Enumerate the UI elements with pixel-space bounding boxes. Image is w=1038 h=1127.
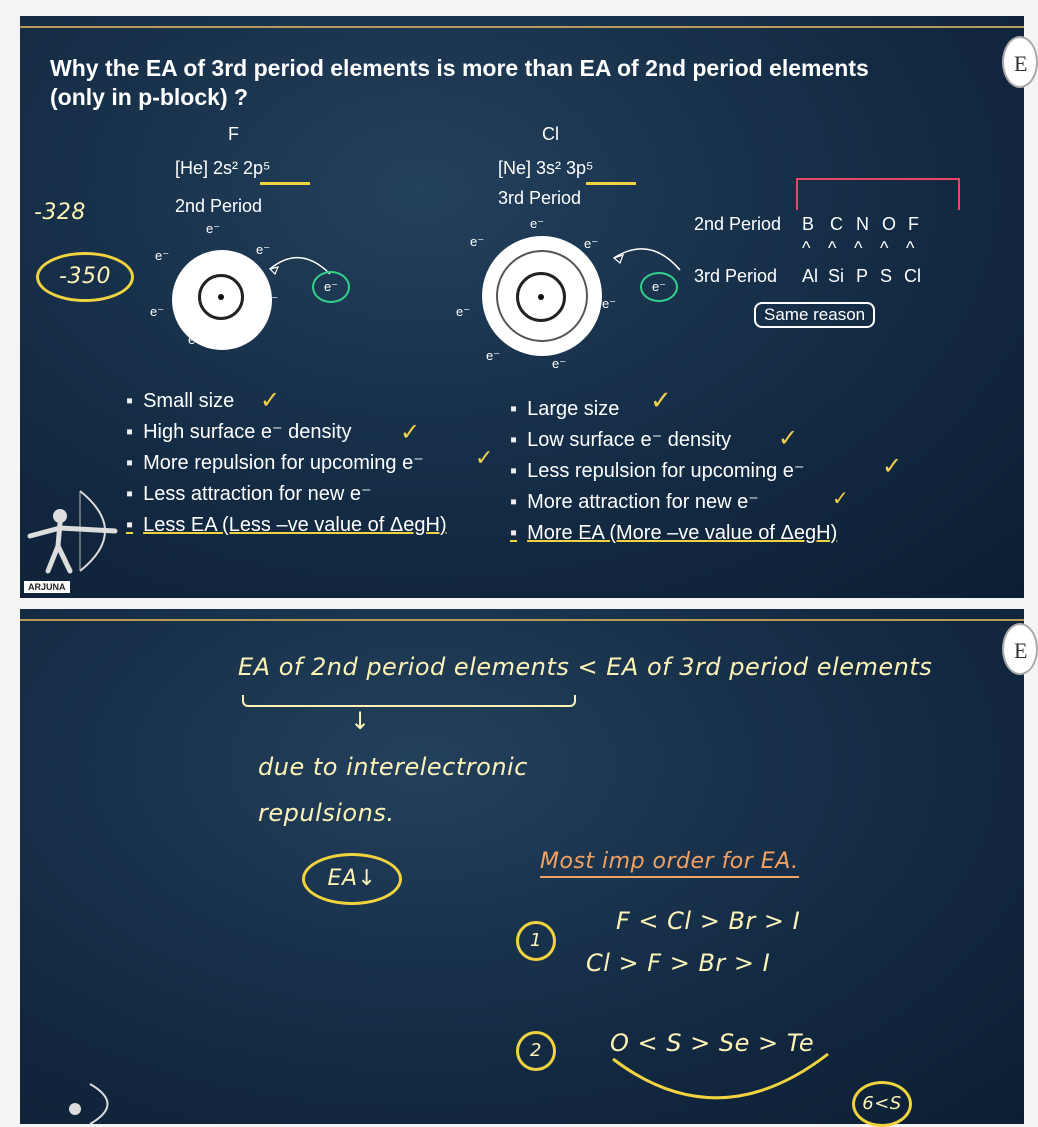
top-rule [20, 26, 1024, 28]
right-bullet-2: ▪ Low surface e⁻ density [510, 425, 930, 456]
item-1-number: 1 [516, 921, 556, 961]
tick-mark-icon: ✓ [778, 424, 799, 452]
curved-link [608, 1049, 838, 1111]
arrow-1: ^ [802, 238, 811, 258]
slide-2 [20, 609, 1028, 1124]
right-bullet-5: ▪ More EA (More –ve value of ΔegH) [510, 518, 930, 549]
down-arrow: ↓ [350, 707, 371, 735]
tick-mark-icon: ✓ [475, 446, 494, 471]
arrow-2: ^ [828, 238, 837, 258]
same-reason-box: Same reason [754, 302, 875, 328]
arjuna-logo-text: ARJUNA [24, 581, 70, 593]
incoming-arrow-right [600, 230, 690, 280]
row1-el-5: F [908, 214, 919, 234]
row2-el-4: S [880, 266, 893, 286]
electron-cl-6: e⁻ [486, 348, 501, 363]
right-bullet-1: ▪ Large size [510, 394, 930, 425]
row2-el-5: Cl [904, 266, 921, 286]
corner-note: 6<S [852, 1081, 912, 1127]
row2-el-1: Al [802, 266, 819, 286]
side-badge: E [1002, 36, 1038, 88]
left-bullet-2: ▪ High surface e⁻ density [126, 417, 506, 448]
ea-decrease-note: EA↓ [302, 853, 402, 905]
tick-mark-icon: ✓ [260, 386, 281, 414]
electron-cl-1: e⁻ [530, 216, 545, 231]
handwritten-value-2: -350 [36, 252, 134, 302]
electron-cl-5: e⁻ [602, 296, 617, 311]
fluorine-period: 2nd Period [175, 196, 263, 216]
electron-2: e⁻ [256, 242, 271, 257]
nucleus-dot-cl [538, 294, 544, 300]
slide-1 [20, 16, 1028, 598]
handwritten-value-1: -328 [34, 200, 86, 225]
row2-el-3: P [856, 266, 869, 286]
headline-brace [242, 695, 576, 707]
item-1-line-2: Cl > F > Br > I [586, 949, 771, 977]
fluorine-config: [He] 2s² 2p⁵ [175, 158, 271, 178]
nucleus-dot [218, 294, 224, 300]
handwritten-headline: EA of 2nd period elements < EA of 3rd period elements [238, 653, 933, 681]
fluorine-symbol: F [228, 124, 239, 144]
electron-cl-4: e⁻ [456, 304, 471, 319]
chlorine-symbol: Cl [542, 124, 559, 144]
right-bullet-list [510, 394, 930, 549]
electron-7: e⁻ [230, 332, 245, 347]
electron-1: e⁻ [206, 221, 221, 236]
right-bullet-3: ▪ Less repulsion for upcoming e⁻ [510, 456, 930, 487]
row1-el-2: C [830, 214, 843, 234]
item-2-number: 2 [516, 1031, 556, 1071]
side-badge-2: E [1002, 623, 1038, 675]
incoming-electron-right: e⁻ [640, 272, 678, 302]
electron-5: e⁻ [264, 292, 279, 307]
electron-cl-7: e⁻ [552, 356, 567, 371]
row1-el-1: B [802, 214, 815, 234]
top-rule-2 [20, 619, 1024, 621]
underline-2p [260, 182, 310, 185]
row1-el-4: O [882, 214, 897, 234]
tick-mark-icon: ✓ [650, 386, 672, 416]
order-title: Most imp order for EA. [540, 849, 799, 878]
left-bullet-5: ▪ Less EA (Less –ve value of ΔegH) [126, 510, 506, 541]
bracket [796, 178, 960, 210]
row2-label: 3rd Period [694, 266, 778, 286]
underline-3p [586, 182, 636, 185]
left-bullet-list [126, 386, 506, 541]
row1-label: 2nd Period [694, 214, 782, 234]
chlorine-config: [Ne] 3s² 3p⁵ [498, 158, 594, 178]
electron-4: e⁻ [150, 304, 165, 319]
tick-mark-icon: ✓ [882, 452, 903, 480]
arrow-5: ^ [906, 238, 915, 258]
item-1-line-1: F < Cl > Br > I [616, 907, 801, 935]
right-bullet-4: ▪ More attraction for new e⁻ [510, 487, 930, 518]
reason-line-2: repulsions. [258, 799, 395, 827]
title-line-2: (only in p-block) ? [50, 84, 249, 110]
tick-mark-icon: ✓ [832, 486, 849, 510]
question-title [50, 54, 1000, 112]
incoming-electron-left: e⁻ [312, 271, 350, 303]
row2-el-2: Si [828, 266, 845, 286]
electron-3: e⁻ [155, 248, 170, 263]
left-bullet-4: ▪ Less attraction for new e⁻ [126, 479, 506, 510]
archer-logo-icon [20, 486, 130, 576]
reason-line-1: due to interelectronic [258, 753, 528, 781]
left-bullet-1: ▪ Small size [126, 386, 506, 417]
left-bullet-3: ▪ More repulsion for upcoming e⁻ [126, 448, 506, 479]
title-line-1: Why the EA of 3rd period elements is more than EA of 2nd period elements [50, 55, 869, 81]
electron-6: e⁻ [188, 332, 203, 347]
row1-el-3: N [856, 214, 869, 234]
archer-logo-icon [50, 1079, 130, 1124]
arrow-4: ^ [880, 238, 889, 258]
electron-cl-2: e⁻ [470, 234, 485, 249]
chlorine-period: 3rd Period [498, 188, 582, 208]
arrow-3: ^ [854, 238, 863, 258]
item-2-line-1: O < S > Se > Te [610, 1029, 815, 1057]
tick-mark-icon: ✓ [400, 418, 421, 446]
electron-cl-3: e⁻ [584, 236, 599, 251]
